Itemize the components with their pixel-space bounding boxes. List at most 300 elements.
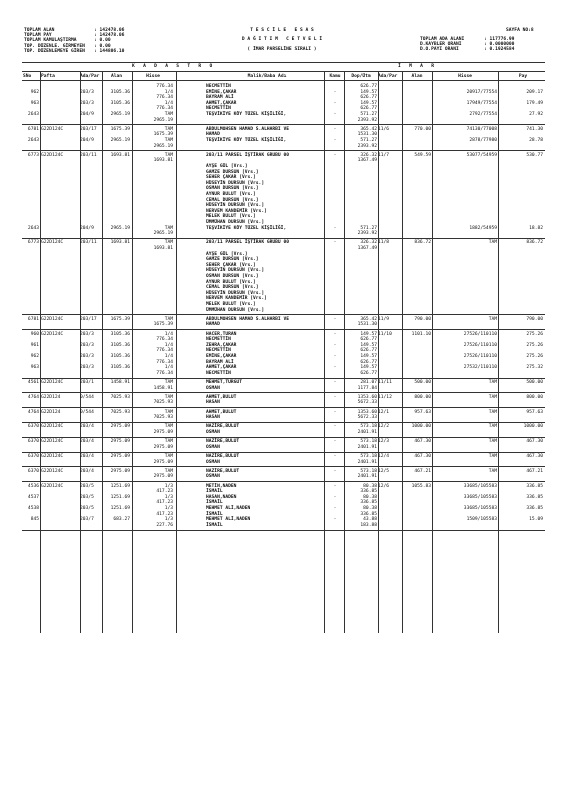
table-cell-dop-utm: 1367.49 xyxy=(357,158,377,164)
table-cell-kamu: - xyxy=(333,354,337,359)
table-cell-malik-baba-adi: CEMAL DURSUN [Vrs.] xyxy=(206,285,259,291)
table-cell-imar-alan: 1101.10 xyxy=(411,331,431,337)
table-cell-dop-utm: 1353.60 xyxy=(357,409,377,415)
table-cell-pay: 467.21 xyxy=(526,468,543,474)
table-cell-imar-hisse: 17949/77554 xyxy=(466,100,497,106)
table-cell-dop-utm: 149.57 xyxy=(360,100,377,106)
table-cell-malik-baba-adi: NECMETTİN xyxy=(206,370,231,376)
table-cell-kamu: - xyxy=(333,439,337,445)
table-cell-dop-utm: 2401.91 xyxy=(357,444,377,450)
table-cell-hisse: 2975.09 xyxy=(153,459,173,465)
table-cell-hisse: 7025.93 xyxy=(153,400,173,406)
table-cell-ada-par: 203/4 xyxy=(80,454,94,459)
title-dagitim-cetveli: D A Ğ I T I M C E T V E L İ xyxy=(241,37,323,42)
header-left-label: TOPLAM KAMULAŞTIRMA xyxy=(24,38,77,44)
table-cell-pay: 800.00 xyxy=(526,394,543,400)
table-cell-kamu: - xyxy=(333,483,337,489)
table-cell-dop-utm: 573.18 xyxy=(360,468,377,474)
table-cell-kamu: - xyxy=(333,138,337,143)
table-cell-sno: 2643 xyxy=(27,112,39,117)
table-cell-hisse: 1/4 xyxy=(164,89,173,95)
table-cell-alan: 2965.19 xyxy=(110,138,130,143)
table-cell-imar-hisse: 27532/110110 xyxy=(463,365,497,371)
table-cell-ada-par: 0/544 xyxy=(80,394,94,400)
table-cell-alan: 2965.19 xyxy=(110,225,130,231)
table-cell-hisse: 2975.09 xyxy=(153,474,173,480)
table-cell-dop-utm: 1531.30 xyxy=(357,132,377,138)
table-cell-malik-baba-adi: ABDULMOHSEN HAMAD S.ALHARBI VE xyxy=(206,126,289,132)
table-cell-pay: 15.09 xyxy=(529,517,543,523)
table-cell-pay: 467.30 xyxy=(526,439,543,445)
table-cell-hisse: TAM xyxy=(164,454,173,459)
table-cell-sno: 963 xyxy=(30,100,39,106)
table-cell-pafta: G22D124C xyxy=(41,424,64,430)
table-cell-dop-utm: 2401.91 xyxy=(357,430,377,435)
table-cell-sno: 4764 xyxy=(27,394,39,400)
table-cell-kamu: - xyxy=(333,409,337,415)
table-cell-dop-utm: 336.85 xyxy=(360,500,377,506)
table-cell-dop-utm: 1367.49 xyxy=(357,246,377,251)
table-cell-hisse: 1/3 xyxy=(164,483,173,489)
table-cell-kamu: - xyxy=(333,152,337,158)
table-cell-imar-ada-par: 12/4 xyxy=(378,454,390,459)
row-divider xyxy=(22,314,545,315)
table-cell-malik-baba-adi: SEHER ÇAKAR [Vrs.] xyxy=(206,175,256,181)
table-cell-malik-baba-adi: SEHER ÇAKAR [Vrs.] xyxy=(206,262,256,268)
table-cell-pay: 275.26 xyxy=(526,354,543,359)
table-cell-malik-baba-adi: EMİNE,ÇAKAR xyxy=(206,89,237,95)
row-divider xyxy=(22,407,545,408)
table-cell-sno: 6370 xyxy=(27,439,39,445)
table-cell-imar-hisse: 33685/105583 xyxy=(463,483,497,489)
page-number: SAYFA NO:8 xyxy=(506,28,534,33)
row-divider xyxy=(22,378,545,379)
table-cell-kamu: - xyxy=(333,517,337,523)
column-header-imar-ada-par: Ada/Par xyxy=(378,74,398,79)
table-cell-imar-alan: 800.00 xyxy=(414,394,431,400)
table-cell-dop-utm: 149.57 xyxy=(360,89,377,95)
table-cell-malik-baba-adi: NECMETTİN xyxy=(206,84,231,89)
table-cell-imar-hisse: TAM xyxy=(488,409,497,415)
table-cell-dop-utm: 626.77 xyxy=(360,95,377,101)
table-cell-imar-hisse: 1509/105583 xyxy=(466,517,497,523)
table-cell-ada-par: 203/3 xyxy=(80,100,94,106)
column-header-imar-hisse: Hisse xyxy=(458,74,472,79)
table-cell-ada-par: 203/3 xyxy=(80,89,94,95)
table-cell-hisse: 417.23 xyxy=(156,511,173,517)
table-cell-imar-alan: 836.72 xyxy=(414,240,431,246)
table-cell-dop-utm: 626.77 xyxy=(360,370,377,376)
header-right-label: D.O.PAYI ORANI xyxy=(420,47,459,53)
table-cell-hisse: 7025.93 xyxy=(153,415,173,421)
table-cell-ada-par: 203/4 xyxy=(80,424,94,430)
table-cell-malik-baba-adi: OSMAN xyxy=(206,459,220,465)
table-cell-pafta: G22D124C xyxy=(41,152,64,158)
table-cell-dop-utm: 365.42 xyxy=(360,316,377,322)
table-cell-sno: 4764 xyxy=(27,409,39,415)
table-cell-imar-alan: 467.30 xyxy=(414,439,431,445)
table-cell-hisse: 776.34 xyxy=(156,370,173,376)
table-cell-dop-utm: 2393.92 xyxy=(357,143,377,149)
header-right-value: : 117776.99 xyxy=(484,37,515,42)
table-cell-imar-alan: 467.30 xyxy=(414,454,431,459)
table-cell-hisse: 1/4 xyxy=(164,342,173,348)
table-cell-imar-hisse: 33685/105583 xyxy=(463,494,497,500)
table-cell-hisse: TAM xyxy=(164,240,173,246)
table-cell-malik-baba-adi: HÜSEYİN DURSUN [Vrs.] xyxy=(206,290,265,296)
table-cell-malik-baba-adi: AHMET,BULUT xyxy=(206,394,237,400)
table-cell-pay: 790.00 xyxy=(526,316,543,322)
table-cell-pay: 275.26 xyxy=(526,331,543,337)
table-cell-imar-hisse: TAM xyxy=(488,424,497,430)
table-cell-kamu: - xyxy=(333,468,337,474)
table-cell-ada-par: 204/9 xyxy=(80,138,94,143)
table-cell-alan: 3105.36 xyxy=(110,342,130,348)
table-cell-hisse: 2975.09 xyxy=(153,444,173,450)
table-cell-hisse: TAM xyxy=(164,126,173,132)
table-cell-alan: 3105.36 xyxy=(110,89,130,95)
table-cell-dop-utm: 80.38 xyxy=(363,506,377,511)
table-cell-sno: 963 xyxy=(30,365,39,371)
header-right-label: D.KAYBLER ORANI xyxy=(420,42,462,48)
table-cell-sno: 962 xyxy=(30,354,39,359)
table-cell-sno: 6781 xyxy=(27,316,39,322)
table-cell-imar-hisse: 2878/77980 xyxy=(469,138,497,143)
table-cell-pay: 336.85 xyxy=(526,483,543,489)
table-cell-pay: 1000.00 xyxy=(523,424,543,430)
table-cell-ada-par: 203/1 xyxy=(80,380,94,385)
table-cell-hisse: 1693.81 xyxy=(153,246,173,251)
row-divider xyxy=(22,422,545,423)
table-cell-imar-hisse: TAM xyxy=(488,240,497,246)
table-cell-hisse: TAM xyxy=(164,394,173,400)
column-header-malik-baba-adi: Malik/Baba Adı xyxy=(247,74,287,79)
table-cell-dop-utm: 149.57 xyxy=(360,331,377,337)
table-cell-alan: 1675.39 xyxy=(110,126,130,132)
table-cell-kamu: - xyxy=(333,316,337,322)
table-cell-hisse: 417.23 xyxy=(156,489,173,495)
table-cell-malik-baba-adi: AYŞE GÜL [Vrs.] xyxy=(206,251,248,257)
table-cell-malik-baba-adi: TEŞVİKİYE KÖY TÜZEL KİŞİLİĞİ, xyxy=(206,138,287,143)
column-separator xyxy=(498,71,499,633)
table-cell-imar-alan: 467.21 xyxy=(414,468,431,474)
table-cell-ada-par: 203/5 xyxy=(80,483,94,489)
table-cell-ada-par: 203/17 xyxy=(80,126,97,132)
table-cell-sno: 4536 xyxy=(27,483,39,489)
column-header-pafta: Pafta xyxy=(41,74,55,79)
row-divider xyxy=(22,329,545,330)
table-cell-malik-baba-adi: ÜMMÜHAN DURSUN [Vrs.] xyxy=(206,307,265,313)
table-cell-dop-utm: 183.88 xyxy=(360,522,377,528)
table-cell-ada-par: 204/9 xyxy=(80,225,94,231)
table-cell-malik-baba-adi: AHMET,BULUT xyxy=(206,409,237,415)
table-cell-imar-ada-par: 12/6 xyxy=(378,483,390,489)
table-cell-malik-baba-adi: AHMET,ÇAKAR xyxy=(206,365,237,371)
table-cell-hisse: 776.34 xyxy=(156,95,173,101)
table-cell-sno: 6781 xyxy=(27,126,39,132)
table-cell-imar-alan: 1055.83 xyxy=(411,483,431,489)
table-cell-pafta: G22D124C xyxy=(41,468,64,474)
table-cell-dop-utm: 2393.92 xyxy=(357,231,377,237)
table-cell-malik-baba-adi: CEMAL DURSUN [Vrs.] xyxy=(206,197,259,203)
table-cell-imar-ada-par: 12/1 xyxy=(378,409,390,415)
table-cell-pay: 28.78 xyxy=(529,138,543,143)
table-cell-kamu: - xyxy=(333,506,337,511)
header-left-value: : 144806.10 xyxy=(94,48,125,54)
table-cell-hisse: 1/4 xyxy=(164,100,173,106)
table-cell-malik-baba-adi: AYNUR BULUT [Vrs.] xyxy=(206,192,256,197)
table-cell-dop-utm: 326.32 xyxy=(360,240,377,246)
table-cell-alan: 7025.93 xyxy=(110,409,130,415)
table-cell-ada-par: 0/544 xyxy=(80,409,94,415)
column-header-kamu: Kamu xyxy=(329,74,341,79)
table-cell-malik-baba-adi: NECMETTİN xyxy=(206,337,231,343)
table-cell-hisse: 2975.09 xyxy=(153,430,173,435)
table-cell-malik-baba-adi: İSMAİL xyxy=(206,511,223,517)
table-cell-alan: 1251.69 xyxy=(110,494,130,500)
table-cell-malik-baba-adi: İSMAİL xyxy=(206,500,223,506)
table-cell-hisse: 1/4 xyxy=(164,354,173,359)
table-cell-hisse: TAM xyxy=(164,138,173,143)
table-cell-dop-utm: 336.85 xyxy=(360,511,377,517)
table-cell-sno: 4561 xyxy=(27,380,39,385)
row-divider xyxy=(22,150,545,151)
table-cell-malik-baba-adi: GAMZE DURSUN [Vrs.] xyxy=(206,257,259,263)
table-cell-sno: 2643 xyxy=(27,138,39,143)
table-cell-pay: 18.82 xyxy=(529,225,543,231)
table-cell-imar-ada-par: 11/6 xyxy=(378,126,390,132)
table-cell-dop-utm: 2401.91 xyxy=(357,459,377,465)
table-cell-imar-ada-par: 11/10 xyxy=(378,331,392,337)
table-cell-alan: 2975.09 xyxy=(110,468,130,474)
row-divider xyxy=(22,238,545,239)
row-divider xyxy=(22,466,545,467)
table-cell-imar-ada-par: 12/5 xyxy=(378,468,390,474)
column-header-alan: Alan xyxy=(110,74,123,79)
row-divider xyxy=(22,481,545,482)
table-cell-dop-utm: 5672.33 xyxy=(357,400,377,406)
table-cell-kamu: - xyxy=(333,454,337,459)
table-cell-pafta: G22D124 xyxy=(41,394,61,400)
table-cell-sno: 6370 xyxy=(27,468,39,474)
table-cell-alan: 3105.36 xyxy=(110,354,130,359)
table-cell-malik-baba-adi: AYŞE GÜL [Vrs.] xyxy=(206,164,248,169)
header-right-label: TOPLAM ADA ALANI xyxy=(420,37,465,42)
table-cell-alan: 683.27 xyxy=(113,517,130,523)
table-cell-imar-hisse: TAM xyxy=(488,380,497,385)
table-cell-imar-alan: 957.63 xyxy=(414,409,431,415)
table-cell-malik-baba-adi: METİN,NADEN xyxy=(206,483,237,489)
table-cell-dop-utm: 281.07 xyxy=(360,380,377,385)
table-cell-malik-baba-adi: TEŞVİKİYE KÖY TÜZEL KİŞİLİĞİ, xyxy=(206,112,287,117)
table-cell-malik-baba-adi: MEHMET ALİ,NADEN xyxy=(206,506,251,511)
header-right-value: : 0.1924584 xyxy=(484,47,515,53)
table-cell-dop-utm: 626.77 xyxy=(360,84,377,89)
table-cell-dop-utm: 626.77 xyxy=(360,359,377,365)
table-cell-dop-utm: 571.27 xyxy=(360,225,377,231)
row-divider xyxy=(22,437,545,438)
table-cell-hisse: 1/3 xyxy=(164,517,173,523)
table-cell-pay: 741.30 xyxy=(526,126,543,132)
table-cell-kamu: - xyxy=(333,126,337,132)
table-cell-malik-baba-adi: NECMETTİN xyxy=(206,348,231,354)
table-cell-imar-ada-par: 12/3 xyxy=(378,439,390,445)
table-cell-alan: 2975.09 xyxy=(110,424,130,430)
table-cell-malik-baba-adi: HÜSEYİN DURSUN [Vrs.] xyxy=(206,268,265,274)
table-cell-hisse: 2965.19 xyxy=(153,117,173,123)
table-cell-alan: 3105.36 xyxy=(110,100,130,106)
table-cell-alan: 7025.93 xyxy=(110,394,130,400)
table-cell-kamu: - xyxy=(333,424,337,430)
table-cell-ada-par: 203/3 xyxy=(80,342,94,348)
table-cell-malik-baba-adi: NECMETTİN xyxy=(206,106,231,112)
table-cell-sno: 845 xyxy=(30,517,39,523)
table-cell-ada-par: 203/5 xyxy=(80,494,94,500)
table-cell-ada-par: 203/5 xyxy=(80,506,94,511)
table-cell-pay: 957.63 xyxy=(526,409,543,415)
table-cell-imar-ada-par: 11/11 xyxy=(378,380,392,385)
table-cell-imar-hisse: TAM xyxy=(488,316,497,322)
table-cell-sno: 4538 xyxy=(27,506,39,511)
table-cell-malik-baba-adi: MEHMET ALİ,NADEN xyxy=(206,517,251,523)
table-cell-pay: 27.92 xyxy=(529,112,543,117)
table-cell-imar-alan: 770.00 xyxy=(414,126,431,132)
row-divider xyxy=(22,392,545,393)
table-cell-pafta: G22D124C xyxy=(41,331,64,337)
table-cell-malik-baba-adi: BAYRAM ALİ xyxy=(206,359,234,365)
table-cell-hisse: TAM xyxy=(164,316,173,322)
table-cell-malik-baba-adi: HASAN xyxy=(206,415,220,421)
table-cell-hisse: 1675.39 xyxy=(153,322,173,328)
table-cell-kamu: - xyxy=(333,225,337,231)
table-cell-malik-baba-adi: HAMAD xyxy=(206,322,220,328)
table-cell-hisse: TAM xyxy=(164,409,173,415)
column-header-imar-alan: Alan xyxy=(411,74,423,79)
table-cell-malik-baba-adi: HAMAD xyxy=(206,132,220,138)
table-cell-kamu: - xyxy=(333,394,337,400)
table-cell-pay: 530.77 xyxy=(526,152,543,158)
table-cell-pay: 209.17 xyxy=(526,89,543,95)
table-cell-hisse: 776.34 xyxy=(156,106,173,112)
table-cell-kamu: - xyxy=(333,100,337,106)
table-cell-sno: 6773 xyxy=(27,152,39,158)
row-divider xyxy=(22,530,545,531)
table-cell-pafta: G22D124 xyxy=(41,409,61,415)
header-left-value: : 142478.06 xyxy=(94,28,125,33)
table-cell-dop-utm: 2393.92 xyxy=(357,117,377,123)
table-cell-malik-baba-adi: MELEK BULUT [Vrs.] xyxy=(206,214,256,220)
table-cell-hisse: 1/3 xyxy=(164,506,173,511)
table-cell-pay: 836.72 xyxy=(526,240,543,246)
table-cell-malik-baba-adi: ABDULMOHSEN HAMAD S.ALHARBI VE xyxy=(206,316,289,322)
table-cell-sno: 4537 xyxy=(27,494,39,500)
table-cell-hisse: 776.34 xyxy=(156,337,173,343)
column-header-sno: SNo xyxy=(23,74,32,79)
column-header-pay: Pay xyxy=(518,74,528,79)
table-cell-malik-baba-adi: EMİNE,ÇAKAR xyxy=(206,354,237,359)
table-cell-imar-alan: 790.00 xyxy=(414,316,431,322)
header-right-value: : 0.0000000 xyxy=(484,42,515,48)
column-header-hisse: Hisse xyxy=(146,74,160,79)
table-cell-ada-par: 203/3 xyxy=(80,365,94,371)
table-cell-imar-alan: 1000.00 xyxy=(411,424,431,430)
table-cell-pay: 179.49 xyxy=(526,100,543,106)
table-cell-dop-utm: 1353.60 xyxy=(357,394,377,400)
table-cell-hisse: TAM xyxy=(164,424,173,430)
table-cell-hisse: 1/3 xyxy=(164,494,173,500)
table-cell-malik-baba-adi: HACER,TURAN xyxy=(206,331,237,337)
table-cell-hisse: 2965.19 xyxy=(153,143,173,149)
table-cell-imar-hisse: 27526/110110 xyxy=(463,342,497,348)
table-cell-pafta: G22D124C xyxy=(41,454,64,459)
table-cell-malik-baba-adi: NAZİRE,BULUT xyxy=(206,468,240,474)
table-cell-pafta: G22D124C xyxy=(41,483,64,489)
table-cell-hisse: 1/4 xyxy=(164,365,173,371)
column-header-bottom-rule xyxy=(22,80,545,81)
table-cell-malik-baba-adi: MELEK BULUT [Vrs.] xyxy=(206,302,256,307)
table-cell-dop-utm: 326.32 xyxy=(360,152,377,158)
table-cell-malik-baba-adi: OSMAN DURSUN [Vrs.] xyxy=(206,186,259,192)
table-cell-malik-baba-adi: NAZİRE,BULUT xyxy=(206,454,240,459)
table-cell-malik-baba-adi: ÜMMÜHAN DURSUN [Vrs.] xyxy=(206,220,265,225)
table-cell-alan: 1675.39 xyxy=(110,316,130,322)
table-cell-malik-baba-adi: TEŞVİKİYE KÖY TÜZEL KİŞİLİĞİ, xyxy=(206,225,287,231)
column-separator xyxy=(176,71,177,633)
table-cell-hisse: TAM xyxy=(164,380,173,385)
table-cell-malik-baba-adi: OSMAN xyxy=(206,474,220,480)
table-cell-pafta: G22D124C xyxy=(41,439,64,445)
table-cell-dop-utm: 571.27 xyxy=(360,138,377,143)
column-header-top-rule xyxy=(22,71,545,72)
table-cell-dop-utm: 626.77 xyxy=(360,337,377,343)
table-cell-imar-hisse: 2792/77554 xyxy=(469,112,497,117)
table-cell-malik-baba-adi: NAZİRE,BULUT xyxy=(206,424,240,430)
table-cell-pafta: G22D124C xyxy=(41,380,64,385)
table-cell-malik-baba-adi: İSMAİL xyxy=(206,489,223,495)
table-cell-dop-utm: 149.57 xyxy=(360,354,377,359)
table-cell-ada-par: 203/4 xyxy=(80,468,94,474)
column-header-dop-utm: Dop/Ütm xyxy=(351,74,371,79)
table-cell-dop-utm: 571.27 xyxy=(360,112,377,117)
table-cell-malik-baba-adi: OSMAN xyxy=(206,385,220,391)
table-cell-pay: 336.85 xyxy=(526,494,543,500)
table-cell-hisse: 776.34 xyxy=(156,348,173,354)
table-cell-imar-ada-par: 11/8 xyxy=(378,240,390,246)
table-cell-pafta: G22D124C xyxy=(41,316,64,322)
header-left-label: TOPLAM ALAN xyxy=(24,28,55,33)
band-kadastro: K A D A S T R O xyxy=(132,64,213,69)
table-cell-hisse: 227.76 xyxy=(156,522,173,528)
table-cell-malik-baba-adi: 203/11 PARSEL İŞTİRAK GRUBU 00 xyxy=(206,152,289,158)
table-cell-malik-baba-adi: HASAN xyxy=(206,400,220,406)
table-cell-dop-utm: 149.57 xyxy=(360,365,377,371)
table-cell-malik-baba-adi: AYNUR BULUT [Vrs.] xyxy=(206,279,256,285)
table-cell-imar-hisse: 1882/54959 xyxy=(469,225,497,231)
table-cell-dop-utm: 573.18 xyxy=(360,424,377,430)
table-cell-pay: 500.00 xyxy=(526,380,543,385)
table-cell-dop-utm: 573.18 xyxy=(360,454,377,459)
table-cell-pay: 467.30 xyxy=(526,454,543,459)
table-cell-imar-alan: 549.59 xyxy=(414,152,431,158)
header-left-label: TOP. DÜZENLEMEYE GİREN xyxy=(24,48,85,54)
table-cell-alan: 1458.91 xyxy=(110,380,130,385)
table-cell-imar-hisse: TAM xyxy=(488,468,497,474)
table-cell-pafta: G22D124C xyxy=(41,240,64,246)
table-cell-malik-baba-adi: BAYRAM ALİ xyxy=(206,95,234,101)
table-cell-malik-baba-adi: GAMZE DURSUN [Vrs.] xyxy=(206,169,259,175)
table-cell-hisse: 2965.19 xyxy=(153,231,173,237)
band-imar: İ M A R xyxy=(398,64,434,69)
